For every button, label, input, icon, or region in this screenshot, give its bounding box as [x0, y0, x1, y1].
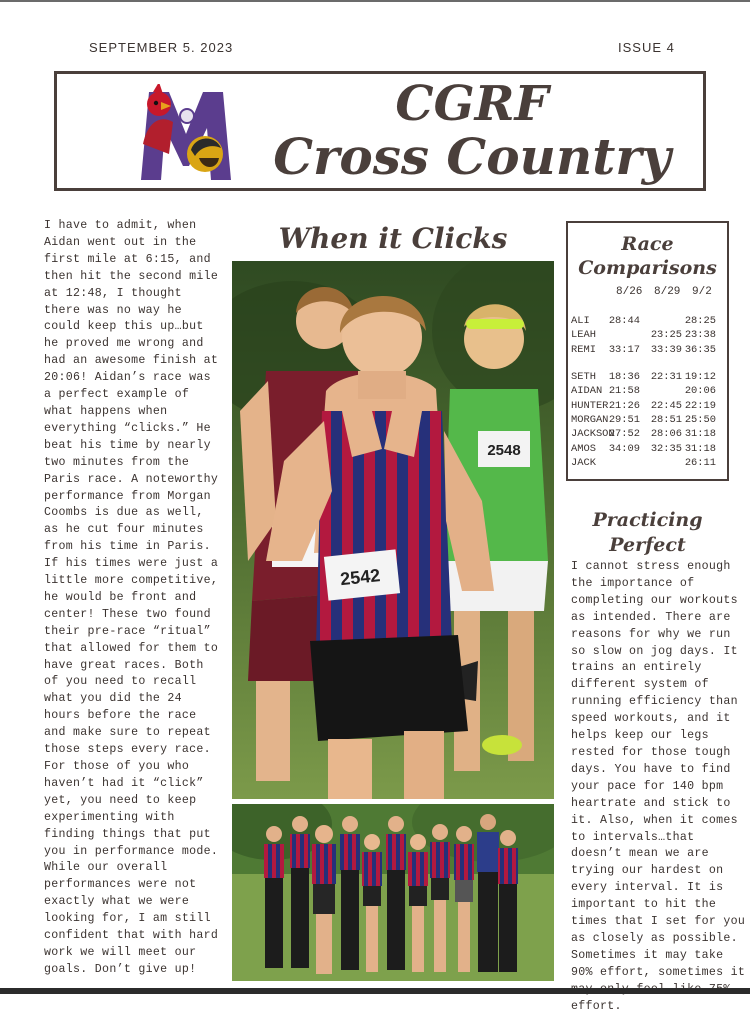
masthead-title-line2: Cross Country	[273, 127, 671, 186]
race-date: 9/2	[692, 286, 712, 298]
main-article-body	[44, 218, 222, 979]
race-row	[568, 315, 727, 329]
race-row	[568, 371, 727, 385]
race-time: 27:52	[608, 428, 640, 441]
race-time: 33:17	[608, 343, 640, 356]
side-article-text: I cannot stress enough the importance of completing our workouts as intended. There are reasons for why we run so slow on jog days. It trains an entirely different system of running efficiency than speed workouts, and it helps keep our legs rested for those tough days. You have to find your pace for 140 bpm heartrate and stick to it. Also, when it comes to intervals…that doesn’t mean we are trying our hardest on every interval. It is important to hit the times that I set for you as closely as possible. Sometimes it may take 90% effort, sometimes it effort.	[571, 560, 746, 1013]
race-comparisons-table	[566, 221, 729, 481]
race-comparisons-title-line2: Comparisons	[578, 257, 717, 279]
race-time: 18:36	[608, 371, 640, 383]
race-time: 25:50	[684, 413, 716, 426]
race-time: 34:09	[608, 442, 640, 455]
bib-number-center: 2542	[339, 565, 382, 590]
race-time: 22:45	[650, 399, 682, 412]
runner-name: HUNTER	[571, 399, 609, 412]
bottom-rule	[0, 988, 750, 994]
race-time: 23:25	[650, 329, 682, 342]
runner-name: AIDAN	[571, 385, 603, 398]
race-row	[568, 344, 727, 358]
masthead	[54, 71, 706, 191]
main-article-text: I have to admit, when Aidan went out in the first mile at 6:15, and then hit the second mile at 12:48, I thought there was no way he could keep this up…but he proved me wrong and had an awesome finish at 20:06! Aidan’s race was a perfect example of what happens when everything “clicks.” He beat his time by nearly two minutes from the Paris race. A noteworthy performance from Morgan Coombs is due as well, as he cut four minutes from his time in Paris. If his times were just a little more competitive, he would be front and center! These two found their pre-race “ritual” that allowed for them to have great races. Both of you need to recall what you did the 24 hours before the race and make sure to repeat those steps every race. For those of you who haven’t had it “click” yet, you need to keep experimenting with finding things that put you in performance mode. While our overall performances were not exactly what we were looking for, I am still confident that with hard work we will meet our goals. Don’t give up!	[44, 219, 219, 976]
race-time: 36:35	[684, 343, 716, 356]
race-time: 32:35	[650, 442, 682, 455]
runner-name: REMI	[571, 343, 596, 356]
race-row	[568, 400, 727, 414]
bib-number-right: 2548	[487, 442, 521, 459]
race-row	[568, 385, 727, 399]
runner-name: SETH	[571, 371, 596, 383]
race-row	[568, 329, 727, 343]
race-time: 31:18	[684, 442, 716, 455]
team-photo	[232, 804, 554, 981]
race-time: 28:06	[650, 428, 682, 441]
race-comparisons-title-line1: Race	[621, 233, 674, 255]
race-time: 28:51	[650, 413, 682, 426]
race-time: 29:51	[608, 413, 640, 426]
team-logo	[139, 84, 233, 184]
side-article-body	[571, 559, 747, 1015]
runner-name: JACKSON	[571, 428, 615, 441]
race-time: 31:18	[684, 428, 716, 441]
side-article-headline-line2: Perfect	[609, 534, 686, 556]
runner-name: MORGAN	[571, 413, 609, 426]
race-time: 21:26	[608, 399, 640, 412]
race-row	[568, 457, 727, 471]
issue-date: SEPTEMBER 5. 2023	[89, 40, 234, 55]
race-time: 22:31	[650, 371, 682, 383]
race-row	[568, 428, 727, 442]
race-time: 21:58	[608, 385, 640, 398]
race-date: 8/29	[654, 286, 681, 298]
runner-name: AMOS	[571, 442, 596, 455]
top-rule	[0, 0, 750, 2]
race-row	[568, 414, 727, 428]
team-illustration	[232, 804, 554, 981]
race-row	[568, 443, 727, 457]
race-time: 28:25	[684, 315, 716, 327]
runner-name: JACK	[571, 456, 596, 469]
race-time: 33:39	[650, 343, 682, 356]
race-time: 23:38	[684, 329, 716, 342]
race-time: 26:11	[684, 456, 716, 469]
side-article-headline-line1: Practicing	[592, 509, 703, 531]
runners-illustration	[232, 261, 554, 799]
race-date: 8/26	[616, 286, 643, 298]
runners-photo	[232, 261, 554, 799]
race-time: 22:19	[684, 399, 716, 412]
runner-name: LEAH	[571, 329, 596, 342]
masthead-title-line1: CGRF	[395, 76, 549, 132]
runner-name: ALI	[571, 315, 590, 327]
main-article-headline: When it Clicks	[278, 222, 508, 255]
race-time: 19:12	[684, 371, 716, 383]
race-time: 28:44	[608, 315, 640, 327]
race-time: 20:06	[684, 385, 716, 398]
issue-number: ISSUE 4	[618, 40, 675, 55]
